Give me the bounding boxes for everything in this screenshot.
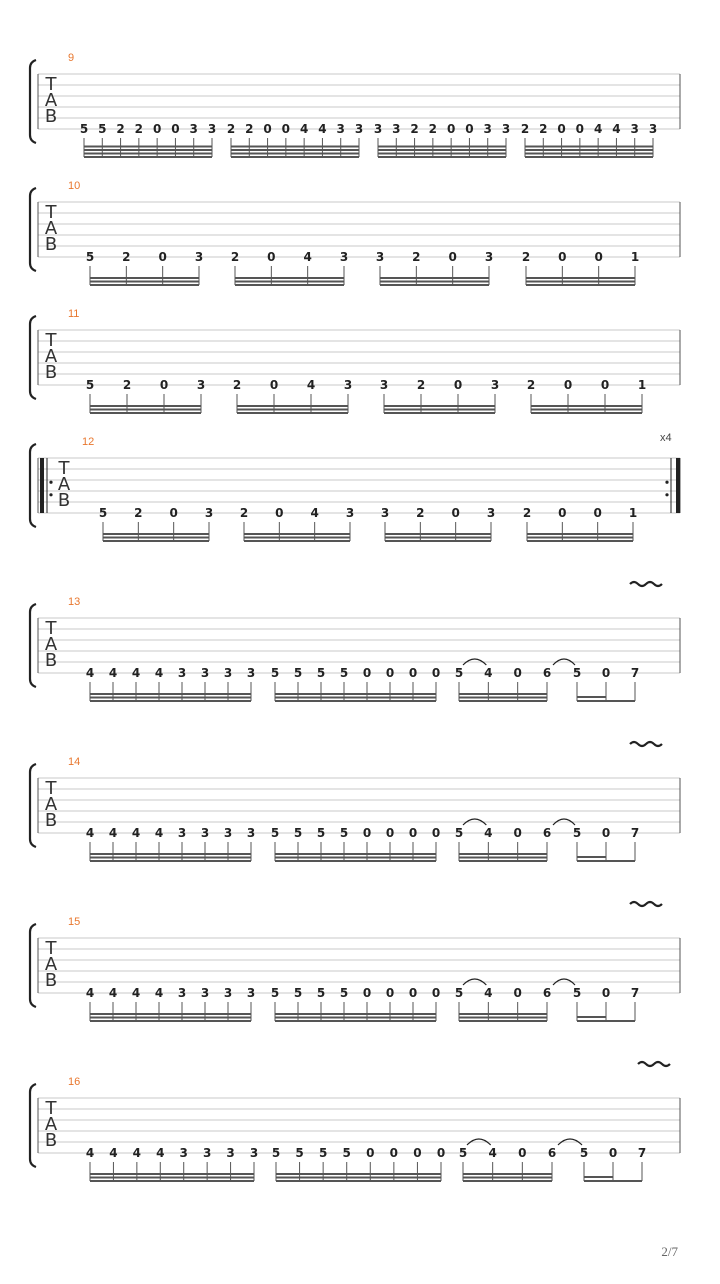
system-bracket — [30, 444, 36, 527]
fret-number: 0 — [601, 826, 611, 840]
fret-number: 1 — [628, 506, 638, 520]
fret-number: 5 — [316, 826, 326, 840]
fret-number: 0 — [413, 1146, 422, 1160]
fret-number: 3 — [246, 826, 256, 840]
fret-number: 5 — [316, 666, 326, 680]
tab-clef-letter: A — [44, 90, 58, 111]
fret-number: 2 — [245, 122, 254, 136]
fret-number: 7 — [637, 1146, 647, 1160]
fret-number: 3 — [200, 666, 210, 680]
fret-number: 2 — [539, 122, 548, 136]
vibrato-mark — [638, 1062, 670, 1066]
system-bracket — [30, 60, 36, 143]
tab-clef-letter: A — [44, 218, 58, 239]
fret-number: 2 — [416, 506, 425, 520]
fret-number: 4 — [156, 1146, 165, 1160]
fret-number: 4 — [484, 826, 493, 840]
fret-number: 2 — [232, 378, 242, 392]
fret-number: 3 — [343, 378, 353, 392]
fret-number: 3 — [177, 826, 187, 840]
fret-number: 2 — [239, 506, 249, 520]
fret-number: 0 — [446, 122, 456, 136]
tab-clef-letter: T — [45, 778, 57, 799]
fret-number: 5 — [572, 826, 582, 840]
fret-number: 0 — [453, 378, 463, 392]
fret-number: 5 — [458, 1146, 468, 1160]
tab-clef-letter: A — [44, 794, 58, 815]
fret-number: 4 — [303, 250, 312, 264]
fret-number: 1 — [637, 378, 647, 392]
fret-number: 3 — [249, 1146, 259, 1160]
fret-number: 4 — [488, 1146, 497, 1160]
fret-number: 6 — [542, 826, 552, 840]
measure-number: 9 — [68, 52, 75, 64]
fret-number: 5 — [339, 986, 349, 1000]
fret-number: 0 — [431, 666, 441, 680]
tab-clef-letter: T — [45, 938, 57, 959]
fret-number: 3 — [196, 378, 206, 392]
fret-number: 5 — [271, 1146, 281, 1160]
system-bracket — [30, 924, 36, 1007]
measure-number: 15 — [68, 916, 81, 928]
fret-number: 3 — [501, 122, 511, 136]
fret-number: 2 — [116, 122, 125, 136]
fret-number: 0 — [513, 986, 522, 1000]
fret-number: 4 — [612, 122, 621, 136]
tab-clef-letter: T — [58, 458, 70, 479]
fret-number: 5 — [293, 986, 303, 1000]
fret-number: 0 — [152, 122, 162, 136]
tab-clef-letter: B — [44, 810, 58, 831]
fret-number: 3 — [200, 986, 210, 1000]
fret-number: 0 — [385, 826, 395, 840]
fret-number: 0 — [366, 1146, 375, 1160]
fret-number: 5 — [339, 666, 349, 680]
fret-number: 3 — [246, 666, 256, 680]
tab-clef-letter: A — [44, 954, 58, 975]
fret-number: 0 — [385, 666, 395, 680]
fret-number: 3 — [246, 986, 256, 1000]
fret-number: 5 — [342, 1146, 351, 1160]
fret-number: 3 — [339, 250, 349, 264]
fret-number: 0 — [513, 826, 522, 840]
fret-number: 0 — [267, 250, 276, 264]
fret-number: 2 — [428, 122, 438, 136]
fret-number: 0 — [362, 826, 372, 840]
fret-number: 3 — [648, 122, 658, 136]
fret-number: 3 — [226, 1146, 235, 1160]
fret-number: 0 — [281, 122, 291, 136]
system-bracket — [30, 604, 36, 687]
fret-number: 2 — [522, 506, 532, 520]
fret-number: 2 — [134, 506, 143, 520]
fret-number: 5 — [295, 1146, 304, 1160]
fret-number: 0 — [362, 666, 372, 680]
fret-number: 5 — [98, 122, 107, 136]
fret-number: 4 — [109, 1146, 118, 1160]
fret-number: 3 — [223, 826, 233, 840]
fret-number: 3 — [375, 250, 385, 264]
fret-number: 0 — [169, 506, 178, 520]
fret-number: 0 — [600, 378, 610, 392]
fret-number: 5 — [316, 986, 326, 1000]
fret-number: 4 — [108, 826, 118, 840]
tab-clef-letter: T — [45, 74, 57, 95]
fret-number: 4 — [131, 986, 141, 1000]
repeat-end-thick — [676, 458, 680, 513]
fret-number: 0 — [431, 826, 441, 840]
fret-number: 3 — [483, 122, 492, 136]
fret-number: 3 — [202, 1146, 212, 1160]
repeat-start-thick — [40, 458, 44, 513]
fret-number: 3 — [223, 986, 233, 1000]
tab-clef-letter: A — [44, 1114, 58, 1135]
fret-number: 0 — [558, 250, 567, 264]
system-bracket — [30, 316, 36, 399]
fret-number: 0 — [557, 122, 566, 136]
fret-number: 2 — [122, 250, 131, 264]
tab-clef-letter: B — [44, 1130, 58, 1151]
fret-number: 0 — [451, 506, 460, 520]
fret-number: 6 — [542, 666, 552, 680]
vibrato-mark — [630, 902, 662, 906]
fret-number: 0 — [408, 986, 418, 1000]
fret-number: 0 — [608, 1146, 618, 1160]
fret-number: 4 — [132, 1146, 142, 1160]
fret-number: 3 — [336, 122, 345, 136]
fret-number: 5 — [85, 250, 95, 264]
vibrato-mark — [630, 582, 662, 586]
fret-number: 5 — [579, 1146, 589, 1160]
fret-number: 6 — [547, 1146, 557, 1160]
fret-number: 3 — [177, 666, 187, 680]
fret-number: 0 — [448, 250, 457, 264]
system-bracket — [30, 188, 36, 271]
fret-number: 3 — [373, 122, 383, 136]
fret-number: 4 — [306, 378, 316, 392]
fret-number: 0 — [513, 666, 522, 680]
fret-number: 5 — [85, 378, 95, 392]
tab-clef-letter: B — [57, 490, 71, 511]
fret-number: 0 — [465, 122, 474, 136]
fret-number: 0 — [389, 1146, 399, 1160]
tab-clef-letter: B — [44, 970, 58, 991]
measure-number: 11 — [68, 308, 80, 320]
tab-clef-letter: B — [44, 650, 58, 671]
page-counter: 2/7 — [661, 1244, 678, 1259]
fret-number: 5 — [98, 506, 108, 520]
fret-number: 4 — [108, 986, 118, 1000]
fret-number: 3 — [490, 378, 500, 392]
fret-number: 7 — [630, 986, 640, 1000]
fret-number: 0 — [601, 986, 611, 1000]
fret-number: 3 — [200, 826, 210, 840]
fret-number: 0 — [263, 122, 272, 136]
fret-number: 4 — [154, 826, 164, 840]
fret-number: 2 — [412, 250, 421, 264]
fret-number: 4 — [108, 666, 118, 680]
fret-number: 5 — [318, 1146, 328, 1160]
fret-number: 0 — [563, 378, 573, 392]
fret-number: 5 — [270, 826, 280, 840]
fret-number: 3 — [177, 986, 187, 1000]
fret-number: 5 — [454, 666, 464, 680]
fret-number: 0 — [594, 250, 603, 264]
fret-number: 3 — [392, 122, 401, 136]
fret-number: 4 — [85, 826, 95, 840]
tab-clef-letter: T — [45, 330, 57, 351]
system-bracket — [30, 1084, 36, 1167]
fret-number: 2 — [226, 122, 236, 136]
fret-number: 4 — [85, 1146, 95, 1160]
fret-number: 5 — [454, 986, 464, 1000]
fret-number: 0 — [558, 506, 567, 520]
tab-clef-letter: B — [44, 362, 58, 383]
fret-number: 4 — [318, 122, 327, 136]
fret-number: 5 — [270, 666, 280, 680]
repeat-dot — [49, 481, 52, 484]
fret-number: 0 — [408, 826, 418, 840]
fret-number: 3 — [179, 1146, 188, 1160]
fret-number: 4 — [299, 122, 309, 136]
fret-number: 0 — [431, 986, 441, 1000]
repeat-dot — [665, 481, 668, 484]
system-bracket — [30, 764, 36, 847]
fret-number: 5 — [293, 666, 303, 680]
tab-clef-letter: T — [45, 1098, 57, 1119]
fret-number: 3 — [223, 666, 233, 680]
tab-clef-letter: A — [44, 634, 58, 655]
fret-number: 2 — [526, 378, 536, 392]
fret-number: 4 — [131, 666, 141, 680]
fret-number: 5 — [572, 666, 582, 680]
fret-number: 0 — [171, 122, 180, 136]
fret-number: 0 — [159, 378, 169, 392]
repeat-count: x4 — [660, 432, 672, 444]
fret-number: 3 — [354, 122, 364, 136]
fret-number: 5 — [572, 986, 582, 1000]
fret-number: 0 — [362, 986, 372, 1000]
fret-number: 5 — [293, 826, 303, 840]
fret-number: 3 — [380, 506, 390, 520]
tab-clef-letter: B — [44, 234, 58, 255]
measure-number: 16 — [68, 1076, 81, 1088]
fret-number: 5 — [339, 826, 349, 840]
fret-number: 3 — [204, 506, 214, 520]
fret-number: 2 — [520, 122, 530, 136]
fret-number: 3 — [630, 122, 639, 136]
fret-number: 6 — [542, 986, 552, 1000]
measure-number: 14 — [68, 756, 81, 768]
fret-number: 0 — [436, 1146, 446, 1160]
fret-number: 5 — [454, 826, 464, 840]
fret-number: 0 — [601, 666, 611, 680]
measure-number: 13 — [68, 596, 81, 608]
fret-number: 4 — [484, 986, 493, 1000]
vibrato-mark — [630, 742, 662, 746]
fret-number: 4 — [154, 986, 164, 1000]
fret-number: 2 — [134, 122, 144, 136]
fret-number: 0 — [385, 986, 395, 1000]
fret-number: 0 — [575, 122, 585, 136]
fret-number: 2 — [416, 378, 426, 392]
fret-number: 4 — [484, 666, 493, 680]
fret-number: 3 — [379, 378, 389, 392]
tab-clef-letter: A — [44, 346, 58, 367]
repeat-dot — [49, 493, 52, 496]
fret-number: 1 — [630, 250, 640, 264]
tab-clef-letter: T — [45, 618, 57, 639]
fret-number: 3 — [194, 250, 204, 264]
fret-number: 3 — [486, 506, 496, 520]
fret-number: 7 — [630, 826, 640, 840]
fret-number: 0 — [158, 250, 167, 264]
fret-number: 5 — [79, 122, 89, 136]
tab-clef-letter: B — [44, 106, 58, 127]
fret-number: 2 — [122, 378, 132, 392]
fret-number: 4 — [85, 666, 95, 680]
fret-number: 2 — [230, 250, 240, 264]
fret-number: 4 — [593, 122, 603, 136]
repeat-dot — [665, 493, 668, 496]
fret-number: 2 — [521, 250, 531, 264]
fret-number: 3 — [207, 122, 217, 136]
fret-number: 3 — [189, 122, 198, 136]
fret-number: 4 — [310, 506, 319, 520]
fret-number: 0 — [408, 666, 418, 680]
fret-number: 0 — [269, 378, 279, 392]
fret-number: 4 — [131, 826, 141, 840]
fret-number: 4 — [154, 666, 164, 680]
fret-number: 5 — [270, 986, 280, 1000]
measure-number: 10 — [68, 180, 81, 192]
fret-number: 4 — [85, 986, 95, 1000]
tab-clef-letter: A — [57, 474, 71, 495]
fret-number: 2 — [410, 122, 419, 136]
fret-number: 3 — [484, 250, 494, 264]
fret-number: 3 — [345, 506, 355, 520]
fret-number: 7 — [630, 666, 640, 680]
measure-number: 12 — [82, 436, 95, 448]
fret-number: 0 — [275, 506, 284, 520]
fret-number: 0 — [593, 506, 602, 520]
tab-clef-letter: T — [45, 202, 57, 223]
fret-number: 0 — [518, 1146, 527, 1160]
